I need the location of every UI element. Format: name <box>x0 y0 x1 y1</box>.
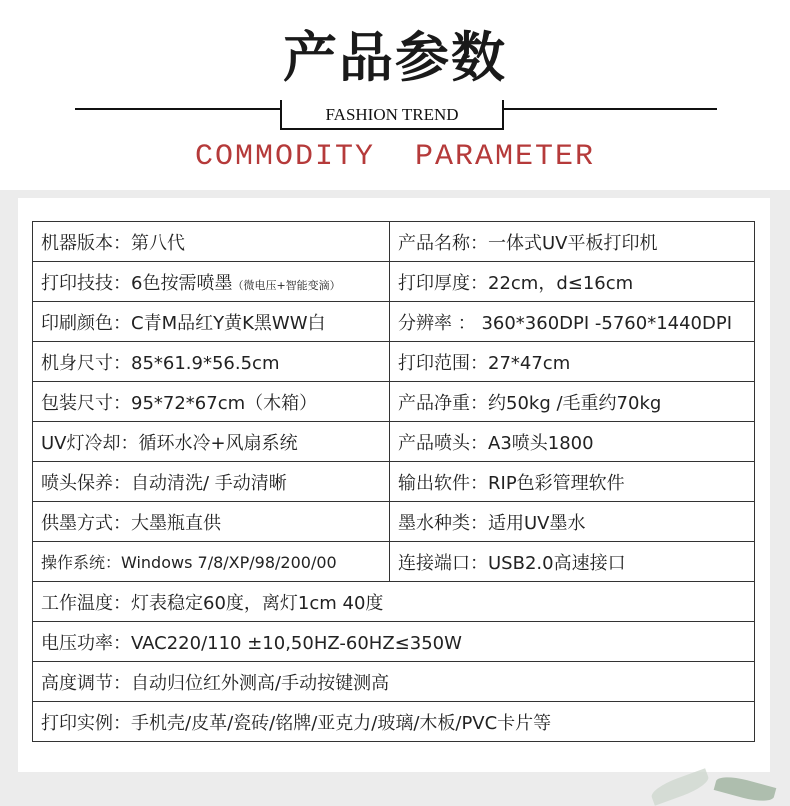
page-subtitle: COMMODITY PARAMETER <box>194 140 596 174</box>
spec-cell-wide: 打印实例：手机壳/皮革/瓷砖/铭牌/亚克力/玻璃/木板/PVC卡片等 <box>33 702 755 742</box>
spec-cell: 连接端口：USB2.0高速接口 <box>390 542 755 582</box>
table-row <box>33 542 755 582</box>
spec-cell: 墨水种类：适用UV墨水 <box>390 502 755 542</box>
spec-table <box>32 221 755 742</box>
spec-cell: 产品净重：约50kg /毛重约70kg <box>390 382 755 422</box>
spec-cell: UV灯冷却：循环水冷+风扇系统 <box>33 422 390 462</box>
table-row <box>33 342 755 382</box>
spec-cell: 打印厚度：22cm，d≤16cm <box>390 262 755 302</box>
spec-cell: 机器版本：第八代 <box>33 222 390 262</box>
spec-cell-wide: 电压功率：VAC220/110 ±10,50HZ-60HZ≤350W <box>33 622 755 662</box>
table-row <box>33 702 755 742</box>
spec-cell: 产品喷头：A3喷头1800 <box>390 422 755 462</box>
header <box>0 0 790 190</box>
table-row <box>33 622 755 662</box>
fashion-trend-badge: FASHION TREND <box>280 100 504 130</box>
spec-cell-wide: 工作温度：灯表稳定60度，离灯1cm 40度 <box>33 582 755 622</box>
spec-note: （微电压+智能变滴） <box>232 278 341 292</box>
leaf-decoration <box>649 768 712 805</box>
spec-cell: 分辨率 ： 360*360DPI -5760*1440DPI <box>390 302 755 342</box>
table-row <box>33 222 755 262</box>
spec-cell: 机身尺寸：85*61.9*56.5cm <box>33 342 390 382</box>
table-row <box>33 422 755 462</box>
spec-cell: 包装尺寸：95*72*67cm（木箱） <box>33 382 390 422</box>
table-row <box>33 462 755 502</box>
spec-cell-wide: 高度调节：自动归位红外测高/手动按键测高 <box>33 662 755 702</box>
table-row <box>33 662 755 702</box>
spec-text: 打印技技：6色按需喷墨 <box>41 272 233 294</box>
table-row <box>33 262 755 302</box>
spec-cell: 供墨方式：大墨瓶直供 <box>33 502 390 542</box>
page-title: 产品参数 <box>283 25 507 89</box>
spec-cell: 产品名称：一体式UV平板打印机 <box>390 222 755 262</box>
leaf-decoration <box>714 773 777 806</box>
spec-cell: 喷头保养：自动清洗/ 手动清晰 <box>33 462 390 502</box>
spec-cell: 打印范围：27*47cm <box>390 342 755 382</box>
table-row <box>33 382 755 422</box>
spec-cell: 操作系统：Windows 7/8/XP/98/200/00 <box>33 542 390 582</box>
table-row <box>33 582 755 622</box>
table-row <box>33 502 755 542</box>
spec-cell <box>33 262 390 302</box>
spec-cell: 印刷颜色：C青M品红Y黄K黑WW白 <box>33 302 390 342</box>
spec-cell: 输出软件：RIP色彩管理软件 <box>390 462 755 502</box>
table-row <box>33 302 755 342</box>
